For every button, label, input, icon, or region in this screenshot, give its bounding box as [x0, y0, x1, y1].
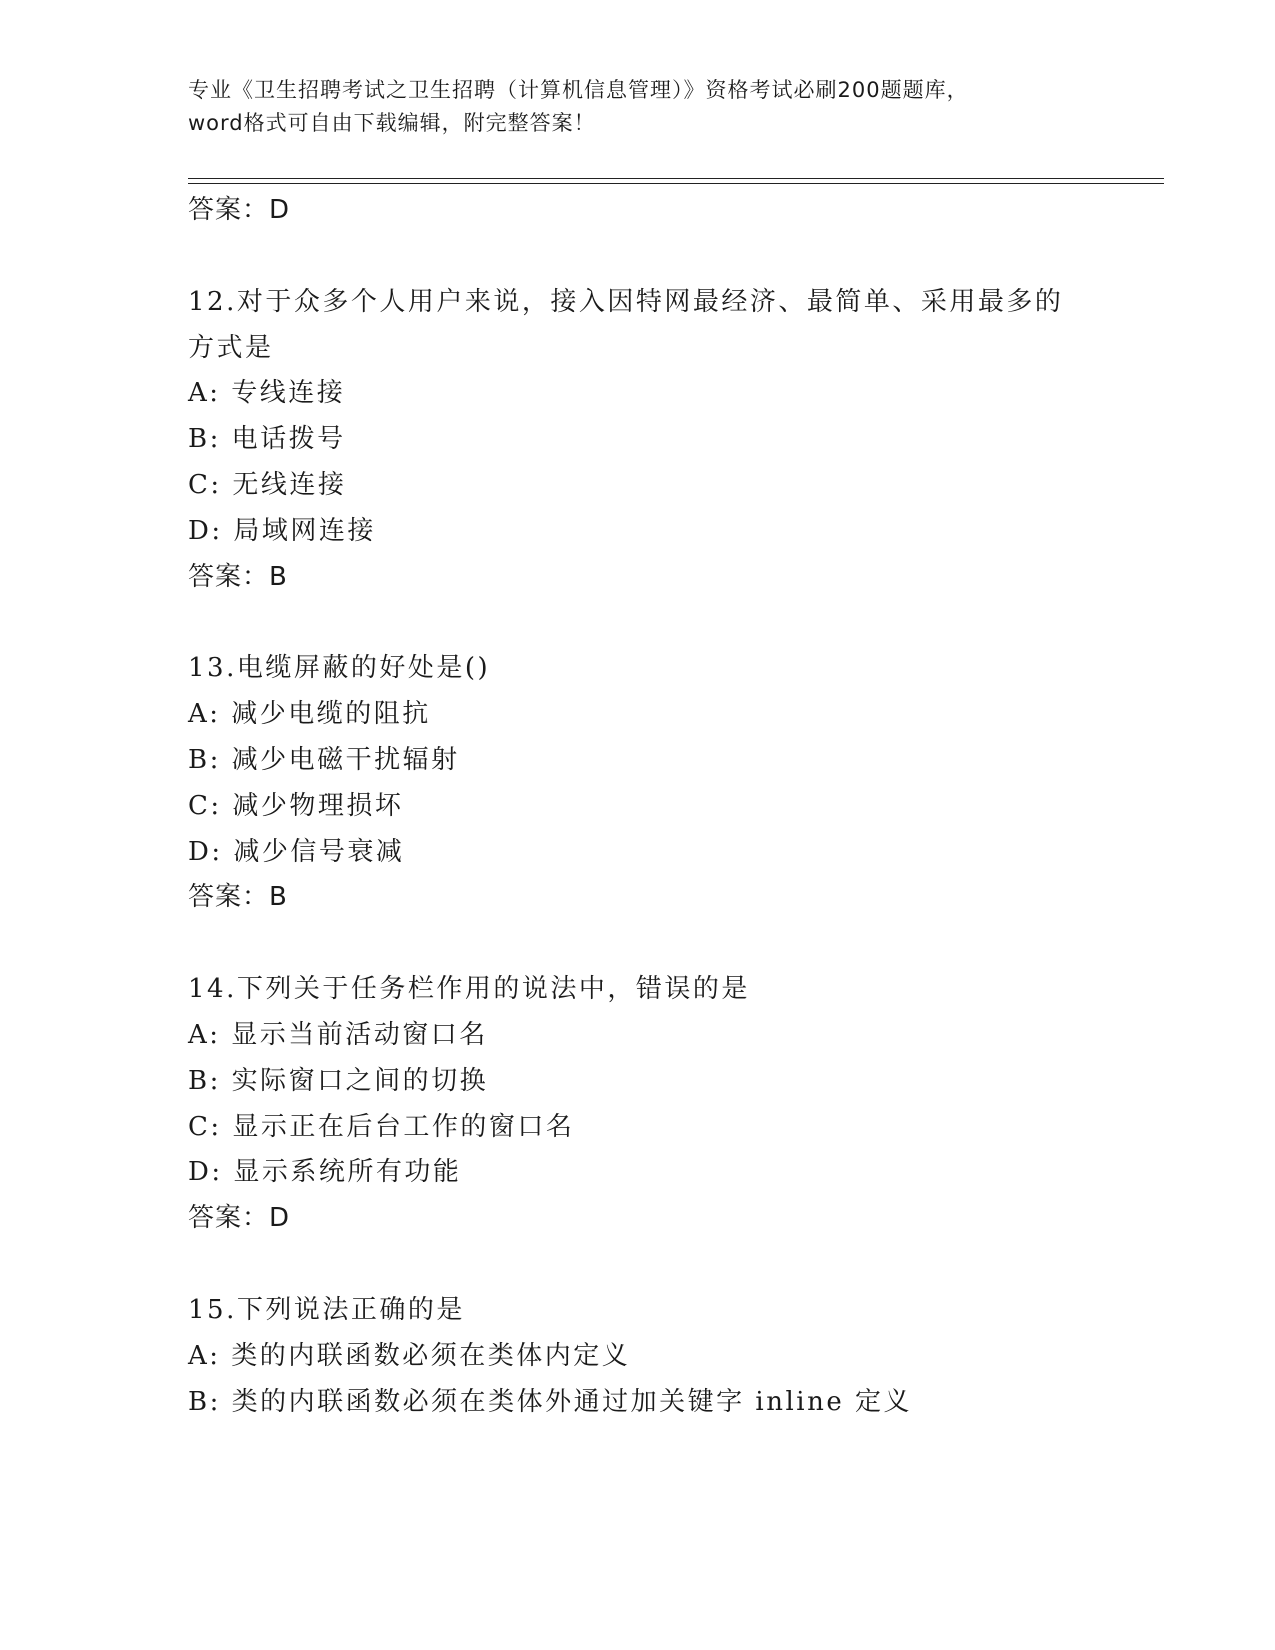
- question-stem-continued: 方式是: [188, 332, 274, 363]
- option-b: B: 电话拨号: [188, 424, 346, 455]
- header-line-2: word格式可自由下载编辑，附完整答案！: [188, 111, 596, 135]
- question-stem: 12.对于众多个人用户来说，接入因特网最经济、最简单、采用最多的: [188, 286, 1064, 317]
- header-line-1: 专业《卫生招聘考试之卫生招聘（计算机信息管理）》资格考试必刷200题题库，: [188, 78, 969, 102]
- header-divider-bottom: [188, 183, 1164, 184]
- option-a: A: 减少电缆的阻抗: [188, 699, 431, 730]
- option-d: D: 局域网连接: [188, 515, 376, 546]
- header-divider-top: [188, 178, 1164, 179]
- question-list: [188, 188, 1128, 1425]
- option-c: C: 无线连接: [188, 469, 347, 500]
- option-b: B: 减少电磁干扰辐射: [188, 744, 460, 775]
- option-d: D: 减少信号衰减: [188, 836, 405, 867]
- option-a: A: 专线连接: [188, 378, 346, 409]
- option-b: B: 实际窗口之间的切换: [188, 1065, 489, 1096]
- option-b: B: 类的内联函数必须在类体外通过加关键字 inline 定义: [188, 1386, 912, 1417]
- question-13: [188, 646, 1128, 921]
- question-stem: 13.电缆屏蔽的好处是(): [188, 653, 491, 684]
- question-12: [188, 280, 1128, 601]
- answer-line: 答案：B: [188, 882, 288, 913]
- answer-line: 答案：D: [188, 195, 291, 225]
- question-stem: 14.下列关于任务栏作用的说法中，错误的是: [188, 974, 750, 1005]
- answer-line: 答案：B: [188, 561, 288, 592]
- answer-line: 答案：D: [188, 1203, 291, 1234]
- question-stem: 15.下列说法正确的是: [188, 1294, 465, 1325]
- option-c: C: 显示正在后台工作的窗口名: [188, 1111, 575, 1142]
- document-header: [188, 74, 1088, 140]
- option-a: A: 类的内联函数必须在类体内定义: [188, 1340, 631, 1371]
- option-c: C: 减少物理损坏: [188, 790, 404, 821]
- option-d: D: 显示系统所有功能: [188, 1157, 462, 1188]
- question-15: [188, 1288, 1128, 1425]
- question-14: [188, 967, 1128, 1242]
- option-a: A: 显示当前活动窗口名: [188, 1019, 488, 1050]
